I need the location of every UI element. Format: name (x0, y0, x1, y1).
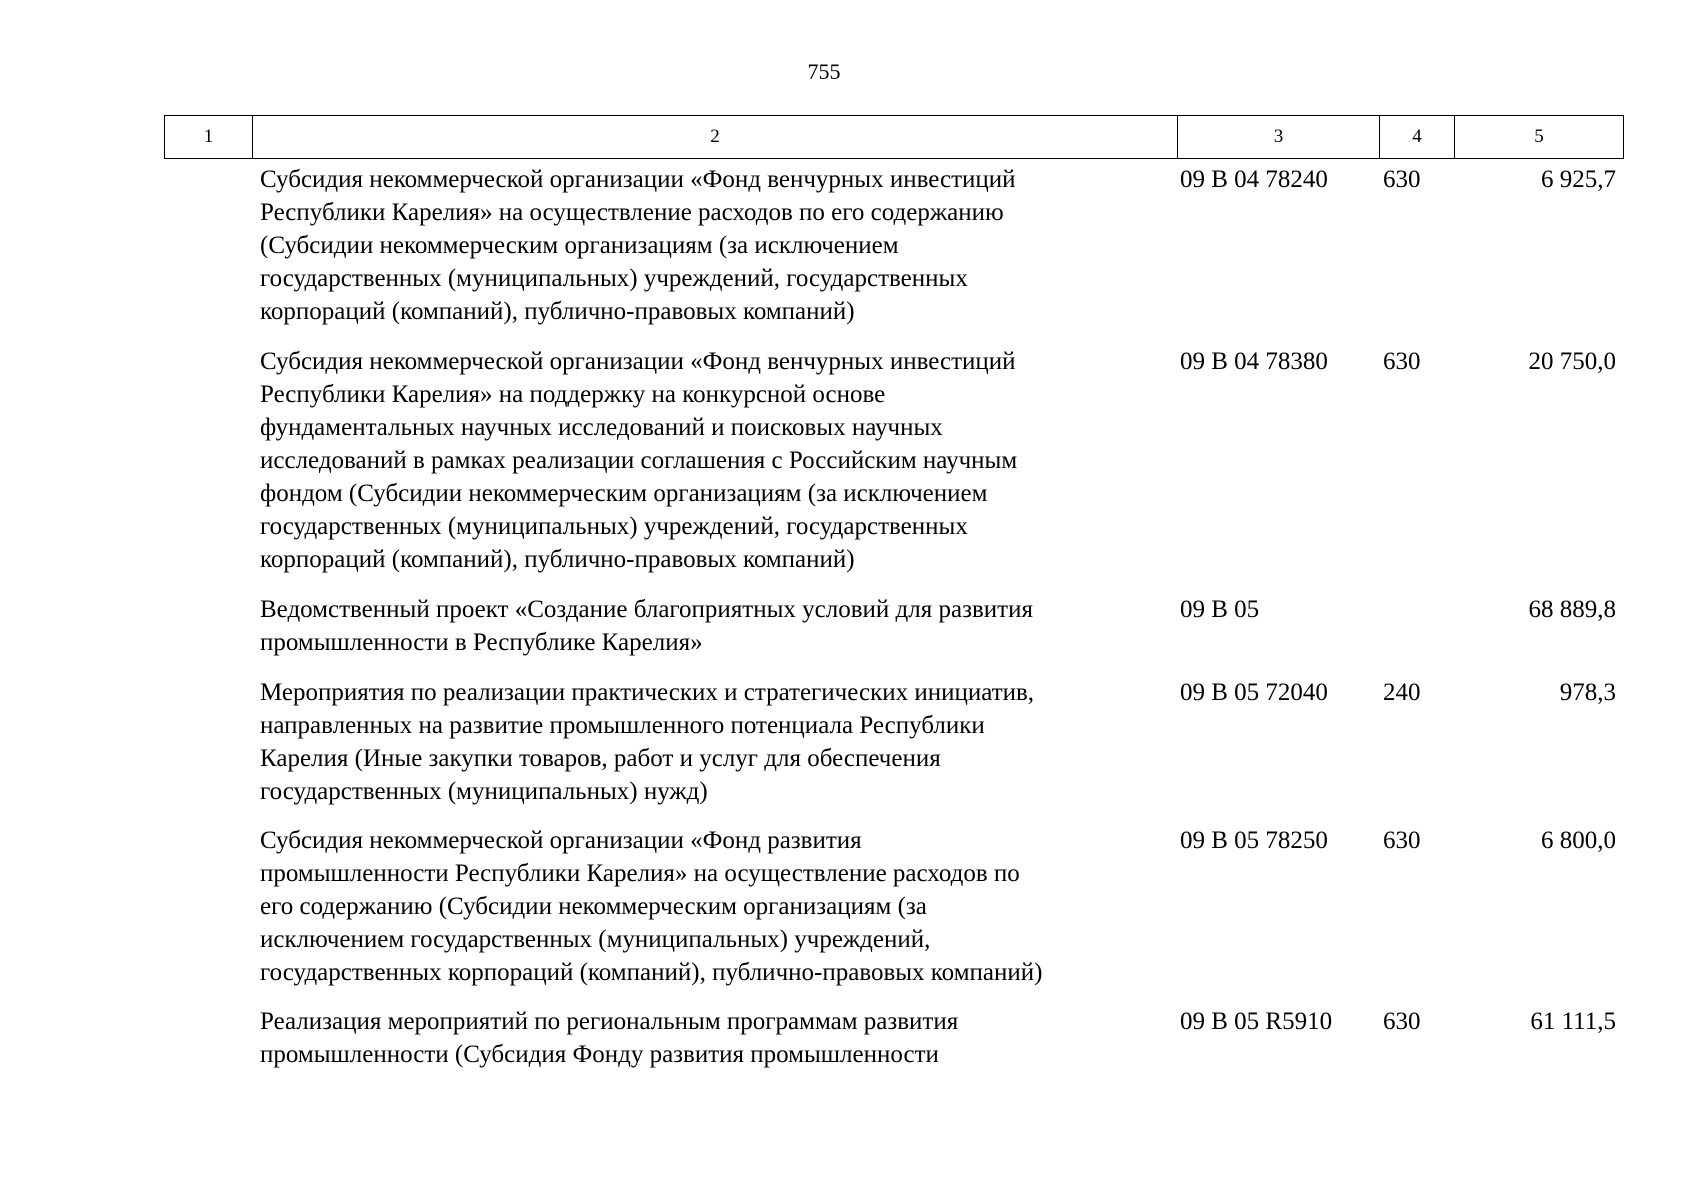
row-code: 09 В 05 R5910 (1180, 1008, 1333, 1035)
row-type: 630 (1383, 348, 1421, 375)
table-body (0, 163, 1697, 1085)
header-col-1: 1 (165, 116, 253, 158)
header-col-5: 5 (1534, 126, 1544, 147)
row-amount: 20 750,0 (1528, 348, 1616, 375)
table-row (0, 1005, 1697, 1085)
row-description: Субсидия некоммерческой организации «Фонд венчурных инвестиций Республики Карелия» на поддержку на конкурсной основе фундаментальных научных исследований и поисковых научных исследований в рамках реализации соглашения с Российским научным фондом (Субсидии некоммерческим организациям (за исключением государственных (муниципальных) учреждений, государственных корпораций (компаний), публично-правовых компаний) (260, 348, 1018, 573)
row-code: 09 В 05 78250 (1180, 827, 1328, 854)
table-row (0, 163, 1697, 345)
row-type: 630 (1383, 1008, 1421, 1035)
header-col-3: 3 (1178, 116, 1380, 158)
table-row (0, 676, 1697, 824)
row-description: Ведомственный проект «Создание благоприятных условий для развития промышленности в Республике Карелия» (260, 596, 1033, 656)
row-description: Мероприятия по реализации практических и стратегических инициатив, направленных на развитие промышленного потенциала Республики Карелия (Иные закупки товаров, работ и услуг для обеспечения государственных (муниципальных) нужд) (260, 679, 1035, 805)
row-code: 09 В 04 78240 (1180, 166, 1328, 193)
row-type: 630 (1383, 827, 1421, 854)
row-code: 09 В 05 (1180, 596, 1260, 623)
row-description: Субсидия некоммерческой организации «Фонд развития промышленности Республики Карелия» на осуществление расходов по его содержанию (Субсидии некоммерческим организациям (за исключением государственных (муниципальных) учреждений, государственных корпораций (компаний), публично-правовых компаний) (260, 827, 1043, 986)
row-type: 630 (1383, 166, 1421, 193)
row-code: 09 В 04 78380 (1180, 348, 1328, 375)
row-amount: 978,3 (1559, 679, 1616, 706)
table-row (0, 593, 1697, 676)
page-number: 755 (807, 59, 841, 84)
table-row (0, 824, 1697, 1005)
row-type: 240 (1383, 679, 1421, 706)
row-amount: 61 111,5 (1530, 1008, 1616, 1035)
row-code: 09 В 05 72040 (1180, 679, 1328, 706)
header-col-4: 4 (1380, 116, 1455, 158)
row-amount: 68 889,8 (1528, 596, 1616, 623)
header-col-2: 2 (253, 116, 1178, 158)
table-row (0, 345, 1697, 593)
row-amount: 6 925,7 (1541, 166, 1616, 193)
row-amount: 6 800,0 (1541, 827, 1616, 854)
row-description: Реализация мероприятий по региональным программам развития промышленности (Субсидия Фонду развития промышленности (260, 1008, 959, 1068)
row-description: Субсидия некоммерческой организации «Фонд венчурных инвестиций Республики Карелия» на осуществление расходов по его содержанию (Субсидии некоммерческим организациям (за исключением государственных (муниципальных) учреждений, государственных корпораций (компаний), публично-правовых компаний) (260, 166, 1016, 325)
table-header-row (164, 115, 1624, 159)
